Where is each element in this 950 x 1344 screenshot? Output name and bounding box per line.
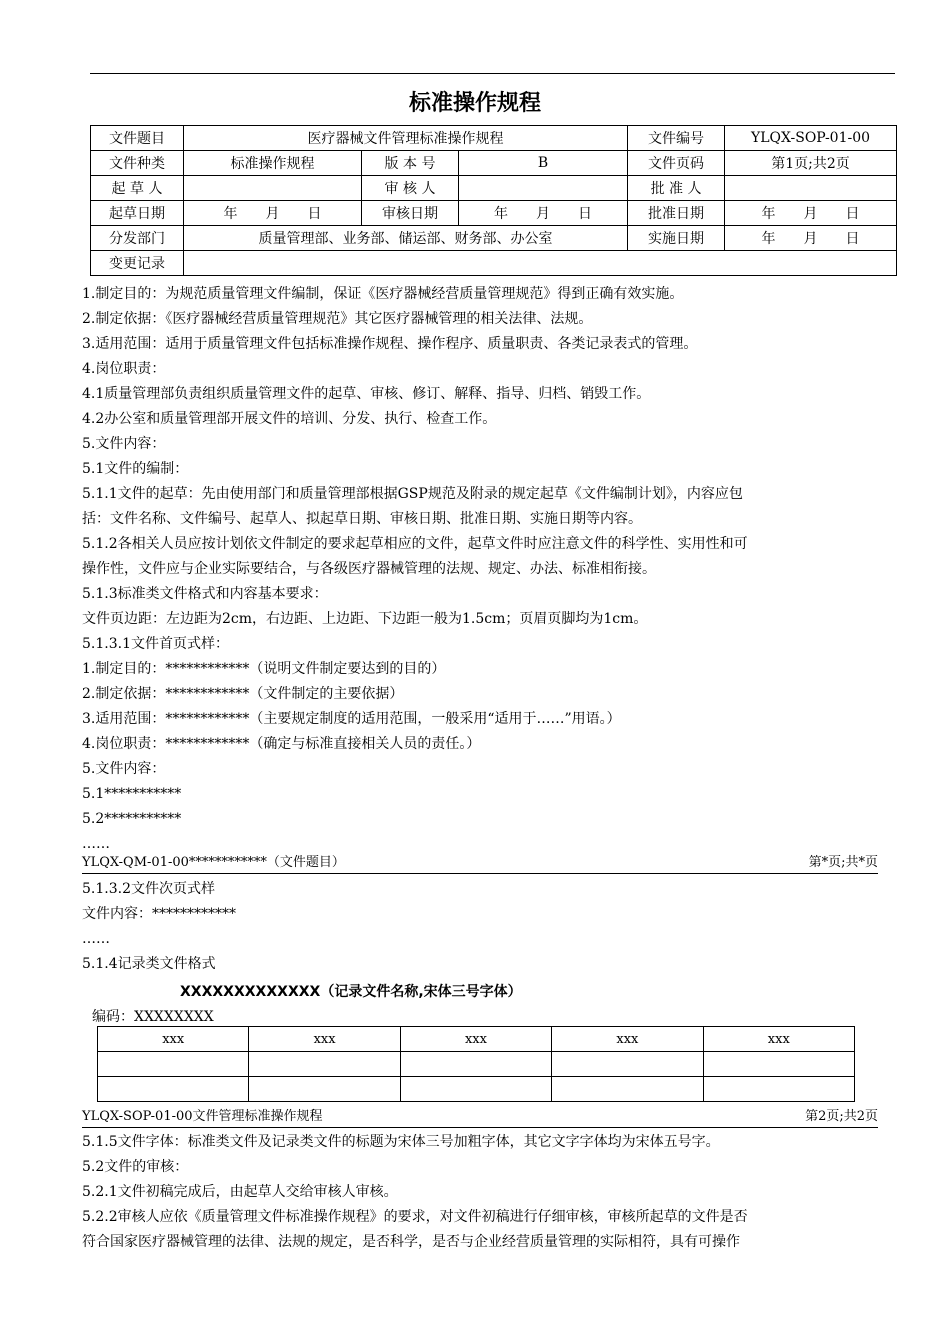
value-change-record <box>184 251 897 276</box>
record-cell <box>552 1052 703 1077</box>
label-change-record: 变更记录 <box>91 251 184 276</box>
info-row-type <box>91 151 897 176</box>
record-cell <box>703 1077 854 1102</box>
value-drafter <box>184 176 362 201</box>
record-header-cell: xxx <box>98 1027 249 1052</box>
sample-page-footer <box>82 853 878 874</box>
paragraph-line: 5.1.3.1文件首页式样： <box>82 636 229 652</box>
value-effective-date: 年 月 日 <box>725 226 897 251</box>
paragraph-line: 5.1.3标准类文件格式和内容基本要求： <box>82 586 328 602</box>
paragraph-line: 4.2办公室和质量管理部开展文件的培训、分发、执行、检查工作。 <box>82 411 497 427</box>
record-empty-row <box>98 1077 855 1102</box>
record-cell <box>249 1077 400 1102</box>
label-approver: 批 准 人 <box>628 176 725 201</box>
label-approve-date: 批准日期 <box>628 201 725 226</box>
label-page-number: 文件页码 <box>628 151 725 176</box>
record-header-cell: xxx <box>249 1027 400 1052</box>
record-header-cell: xxx <box>400 1027 551 1052</box>
record-cell <box>552 1077 703 1102</box>
record-sample-table <box>97 1026 855 1102</box>
info-row-distribution <box>91 226 897 251</box>
value-review-date: 年 月 日 <box>459 201 628 226</box>
paragraph-line: 2.制定依据：************（文件制定的主要依据） <box>82 686 404 702</box>
value-approve-date: 年 月 日 <box>725 201 897 226</box>
info-row-dates <box>91 201 897 226</box>
paragraph-line: 5.1文件的编制： <box>82 461 189 477</box>
paragraph-line: 5.文件内容： <box>82 761 166 777</box>
paragraph-line: 3.适用范围：************（主要规定制度的适用范围，一般采用“适用于……”用语。） <box>82 711 621 727</box>
record-cell <box>249 1052 400 1077</box>
value-file-title: 医疗器械文件管理标准操作规程 <box>184 126 628 151</box>
record-cell <box>98 1077 249 1102</box>
record-header-row <box>98 1027 855 1052</box>
page-footer <box>82 1107 878 1128</box>
paragraph-line: 5.2.2审核人应依《质量管理文件标准操作规程》的要求，对文件初稿进行仔细审核，审核所起草的文件是否 <box>82 1209 748 1225</box>
label-draft-date: 起草日期 <box>91 201 184 226</box>
label-version: 版 本 号 <box>362 151 459 176</box>
paragraph-line: 5.2.1文件初稿完成后，由起草人交给审核人审核。 <box>82 1184 398 1200</box>
value-file-number: YLQX-SOP-01-00 <box>725 126 897 151</box>
document-info-table <box>90 125 897 276</box>
paragraph-line: 5.2文件的审核： <box>82 1159 189 1175</box>
paragraph-line: 文件页边距：左边距为2cm，右边距、上边距、下边距一般为1.5cm；页眉页脚均为1cm。 <box>82 611 648 627</box>
footer-left: YLQX-QM-01-00************（文件题目） <box>82 855 345 870</box>
paragraph-line: 4.岗位职责： <box>82 361 166 377</box>
info-row-people <box>91 176 897 201</box>
value-reviewer <box>459 176 628 201</box>
body-section-2 <box>82 877 236 977</box>
paragraph-line: 文件内容：************ <box>82 906 236 922</box>
header-rule <box>90 73 895 74</box>
label-file-type: 文件种类 <box>91 151 184 176</box>
paragraph-line: 5.1.4记录类文件格式 <box>82 956 216 972</box>
value-version: B <box>459 151 628 176</box>
info-row-title <box>91 126 897 151</box>
footer-right: 第2页;共2页 <box>805 1109 878 1124</box>
footer-left: YLQX-SOP-01-00文件管理标准操作规程 <box>82 1109 323 1124</box>
paragraph-line: 操作性，文件应与企业实际要结合，与各级医疗器械管理的法规、规定、办法、标准相衔接。 <box>82 561 656 577</box>
label-review-date: 审核日期 <box>362 201 459 226</box>
paragraph-line: 括：文件名称、文件编号、起草人、拟起草日期、审核日期、批准日期、实施日期等内容。 <box>82 511 642 527</box>
paragraph-line: 5.1*********** <box>82 786 182 802</box>
paragraph-line: 3.适用范围：适用于质量管理文件包括标准操作规程、操作程序、质量职责、各类记录表式的管理。 <box>82 336 698 352</box>
paragraph-line: 5.1.2各相关人员应按计划依文件制定的要求起草相应的文件，起草文件时应注意文件的科学性、实用性和可 <box>82 536 748 552</box>
value-page-number: 第1页;共2页 <box>725 151 897 176</box>
record-header-cell: xxx <box>552 1027 703 1052</box>
record-title: XXXXXXXXXXXXX（记录文件名称,宋体三号字体） <box>180 984 522 1000</box>
label-file-number: 文件编号 <box>628 126 725 151</box>
value-distribution: 质量管理部、业务部、储运部、财务部、办公室 <box>184 226 628 251</box>
page-title: 标准操作规程 <box>408 91 541 116</box>
label-drafter: 起 草 人 <box>91 176 184 201</box>
paragraph-line: 2.制定依据：《医疗器械经营质量管理规范》其它医疗器械管理的相关法律、法规。 <box>82 311 593 327</box>
record-code: 编码：XXXXXXXX <box>92 1009 214 1025</box>
paragraph-line: 符合国家医疗器械管理的法律、法规的规定，是否科学，是否与企业经营质量管理的实际相符，具有可操作 <box>82 1234 740 1250</box>
paragraph-line: 1.制定目的：************（说明文件制定要达到的目的） <box>82 661 446 677</box>
record-cell <box>400 1077 551 1102</box>
info-row-changes <box>91 251 897 276</box>
record-cell <box>400 1052 551 1077</box>
value-approver <box>725 176 897 201</box>
value-file-type: 标准操作规程 <box>184 151 362 176</box>
record-cell <box>703 1052 854 1077</box>
label-distribution: 分发部门 <box>91 226 184 251</box>
body-section-1 <box>82 282 748 857</box>
paragraph-line: …… <box>82 836 110 852</box>
label-effective-date: 实施日期 <box>628 226 725 251</box>
paragraph-line: 5.2*********** <box>82 811 182 827</box>
record-empty-row <box>98 1052 855 1077</box>
footer-right: 第*页;共*页 <box>808 855 878 870</box>
paragraph-line: 1.制定目的：为规范质量管理文件编制，保证《医疗器械经营质量管理规范》得到正确有效实施。 <box>82 286 684 302</box>
label-reviewer: 审 核 人 <box>362 176 459 201</box>
paragraph-line: 5.1.1文件的起草：先由使用部门和质量管理部根据GSP规范及附录的规定起草《文件编制计划》，内容应包 <box>82 486 743 502</box>
record-cell <box>98 1052 249 1077</box>
paragraph-line: …… <box>82 931 110 947</box>
paragraph-line: 5.文件内容： <box>82 436 166 452</box>
value-draft-date: 年 月 日 <box>184 201 362 226</box>
paragraph-line: 5.1.5文件字体：标准类文件及记录类文件的标题为宋体三号加粗字体，其它文字字体均为宋体五号字。 <box>82 1134 720 1150</box>
body-section-3 <box>82 1130 748 1255</box>
paragraph-line: 4.1质量管理部负责组织质量管理文件的起草、审核、修订、解释、指导、归档、销毁工作。 <box>82 386 651 402</box>
label-file-title: 文件题目 <box>91 126 184 151</box>
record-header-cell: xxx <box>703 1027 854 1052</box>
paragraph-line: 4.岗位职责：************（确定与标准直接相关人员的责任。） <box>82 736 481 752</box>
paragraph-line: 5.1.3.2文件次页式样 <box>82 881 215 897</box>
